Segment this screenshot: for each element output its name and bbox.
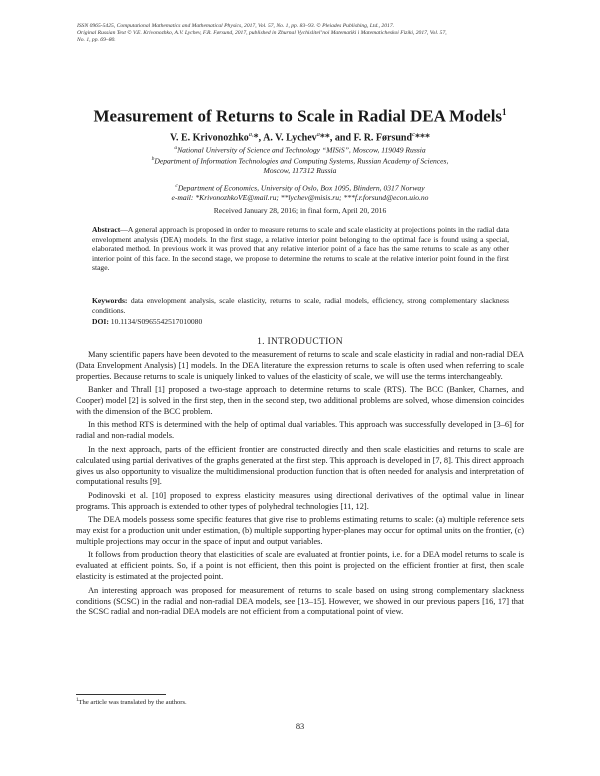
author-separator: , (258, 132, 264, 144)
header-line-2: Original Russian Text © V.E. Krivonozhko, A.V. Lychev, F.R. Førsund, 2017, published in Zhurnal Vychislitel’noi Matematiki i Matematicheskoi Fiziki, 2017, Vol. 57, (77, 30, 447, 37)
paragraph: Many scientific papers have been devoted to the measurement of returns to scale and scale elasticity in radial and non-radial DEA (Data Envelopment Analysis) [1] models. In the DEA literature the expression returns to scale is often used when referring to scale properties. Because returns to scale is uniquely linked to values of the elasticity of scale, we will use the terms interchangeably. (76, 350, 524, 381)
author-mark: a (316, 131, 320, 138)
journal-header (77, 23, 537, 45)
doi-label: DOI: (92, 317, 109, 326)
author-name: A. V. Lychev (263, 132, 317, 144)
header-line-1: ISSN 0965-5425, Computational Mathematics and Mathematical Physics, 2017, Vol. 57, No. 1, pp. 83–93. © Pleiades Publishing, Ltd., 2017. (77, 23, 395, 29)
footnote-mark: 1 (76, 698, 79, 703)
author-star: * (253, 132, 259, 144)
doi (92, 317, 509, 327)
affiliation-text: Department of Information Technologies and Computing Systems, Russian Academy of Sciences, (154, 156, 449, 166)
footnote-rule (76, 694, 166, 695)
title-footnote-mark: 1 (502, 107, 507, 117)
author-name: V. E. Krivonozhko (170, 132, 249, 144)
affiliation-text: National University of Science and Technology “MISiS”, Moscow, 119049 Russia (177, 145, 426, 155)
author-mark: c (412, 131, 415, 138)
paper-title-text: Measurement of Returns to Scale in Radial DEA Models (93, 106, 503, 126)
affiliation-c (80, 182, 520, 193)
footnote (76, 697, 516, 708)
affiliation-a (80, 144, 520, 155)
paragraph: In this method RTS is determined with the help of optimal dual variables. This approach was successfully developed in [3–6] for radial and non-radial models. (76, 420, 524, 441)
footnote-text: The article was translated by the authors. (78, 699, 187, 707)
received-dates: Received January 28, 2016; in final form, April 20, 2016 (213, 206, 387, 215)
author-emails: e-mail: *KrivonozhkoVE@mail.ru; **lychev@misis.ru; ***f.r.forsund@econ.uio.no (171, 193, 429, 202)
keywords-text: data envelopment analysis, scale elasticity, returns to scale, radial models, efficiency, strong complementary slackness conditions. (92, 296, 509, 315)
paragraph: The DEA models possess some specific features that give rise to problems estimating returns to scale: (a) multiple reference sets may exist for a production unit under estimation, (b) multiple supporting hyper-planes may occur for optimal units on the frontier, (c) multiple projections may occur in the space of input and output variables. (76, 515, 524, 546)
paper-title (60, 102, 540, 127)
author-star: *** (414, 132, 430, 144)
affiliation-b (80, 155, 520, 176)
affiliation-mark: a (174, 145, 178, 151)
paragraph: Podinovski et al. [10] proposed to express elasticity measures using directional derivatives of the optimal value in linear programs. This approach is extended to other types of polyhedral technologies [11, 12]. (76, 490, 524, 511)
paragraph: It follows from production theory that elasticities of scale are evaluated at frontier points, i.e. for a DEA model returns to scale is evaluated at efficient points. So, if a point is not efficient, then this point is projected on the efficient frontier at first, then scale elasticity is estimated at the projected point. (76, 550, 524, 582)
affiliation-mark: c (175, 183, 178, 189)
affiliation-text: Department of Economics, University of Oslo, Box 1095, Blindern, 0317 Norway (177, 183, 425, 193)
keywords (92, 296, 509, 315)
doi-value: 10.1134/S0965542517010080 (108, 317, 203, 326)
author-list (60, 129, 540, 144)
abstract-label: Abstract (92, 225, 121, 234)
header-line-3: No. 1, pp. 69–80. (77, 37, 116, 44)
affiliation-text-line-2: Moscow, 117312 Russia (263, 166, 337, 176)
paragraph: In the next approach, parts of the efficient frontier are constructed directly and then scale elasticities and returns to scale are calculated using partial derivatives of the graphs generated at the first step. This approach is developed in [7, 8]. This direct approach gives us also opportunity to visualize the multidimensional production function that is often needed for analysis and interpretation of computational results [9]. (76, 444, 524, 487)
author-star: ** (319, 132, 330, 144)
abstract-text: —A general approach is proposed in order to measure returns to scale and scale elasticity at projections points in the radial data envelopment analysis (DEA) models. In the first stage, a relative interior point belonging to the optimal face is found using a special, elaborated method. In previous work it was proved that any relative interior point of a face has the same returns to scale as any other interior point of this face. In the second stage, we propose to determine the returns to scale at the relative interior point found in the first stage. (92, 225, 509, 273)
author-separator: , and (329, 132, 354, 144)
author-mark: a, (248, 131, 254, 138)
author-name: F. R. Førsund (353, 132, 413, 144)
affiliation-mark: b (151, 156, 155, 162)
paragraph: Banker and Thrall [1] proposed a two-stage approach to determine returns to scale (RTS). The BCC (Banker, Charnes, and Cooper) model [2] is solved in the first step, then in the second step, two additional problems are solved, whose dimension coincides with the dimension of the BCC problem. (76, 385, 524, 417)
section-heading: 1. INTRODUCTION (257, 337, 343, 347)
body-text (76, 350, 524, 621)
abstract (92, 225, 509, 273)
page-number: 83 (295, 722, 305, 731)
keywords-label: Keywords: (92, 296, 128, 305)
paragraph: An interesting approach was proposed for measurement of returns to scale based on using strong complementary slackness conditions (SCSC) in the radial and non-radial DEA models, see [13–15]. However, we showed in our previous papers [16, 17] that the SCSC radial and non-radial DEA models are not efficient from a computational point of view. (76, 585, 524, 617)
